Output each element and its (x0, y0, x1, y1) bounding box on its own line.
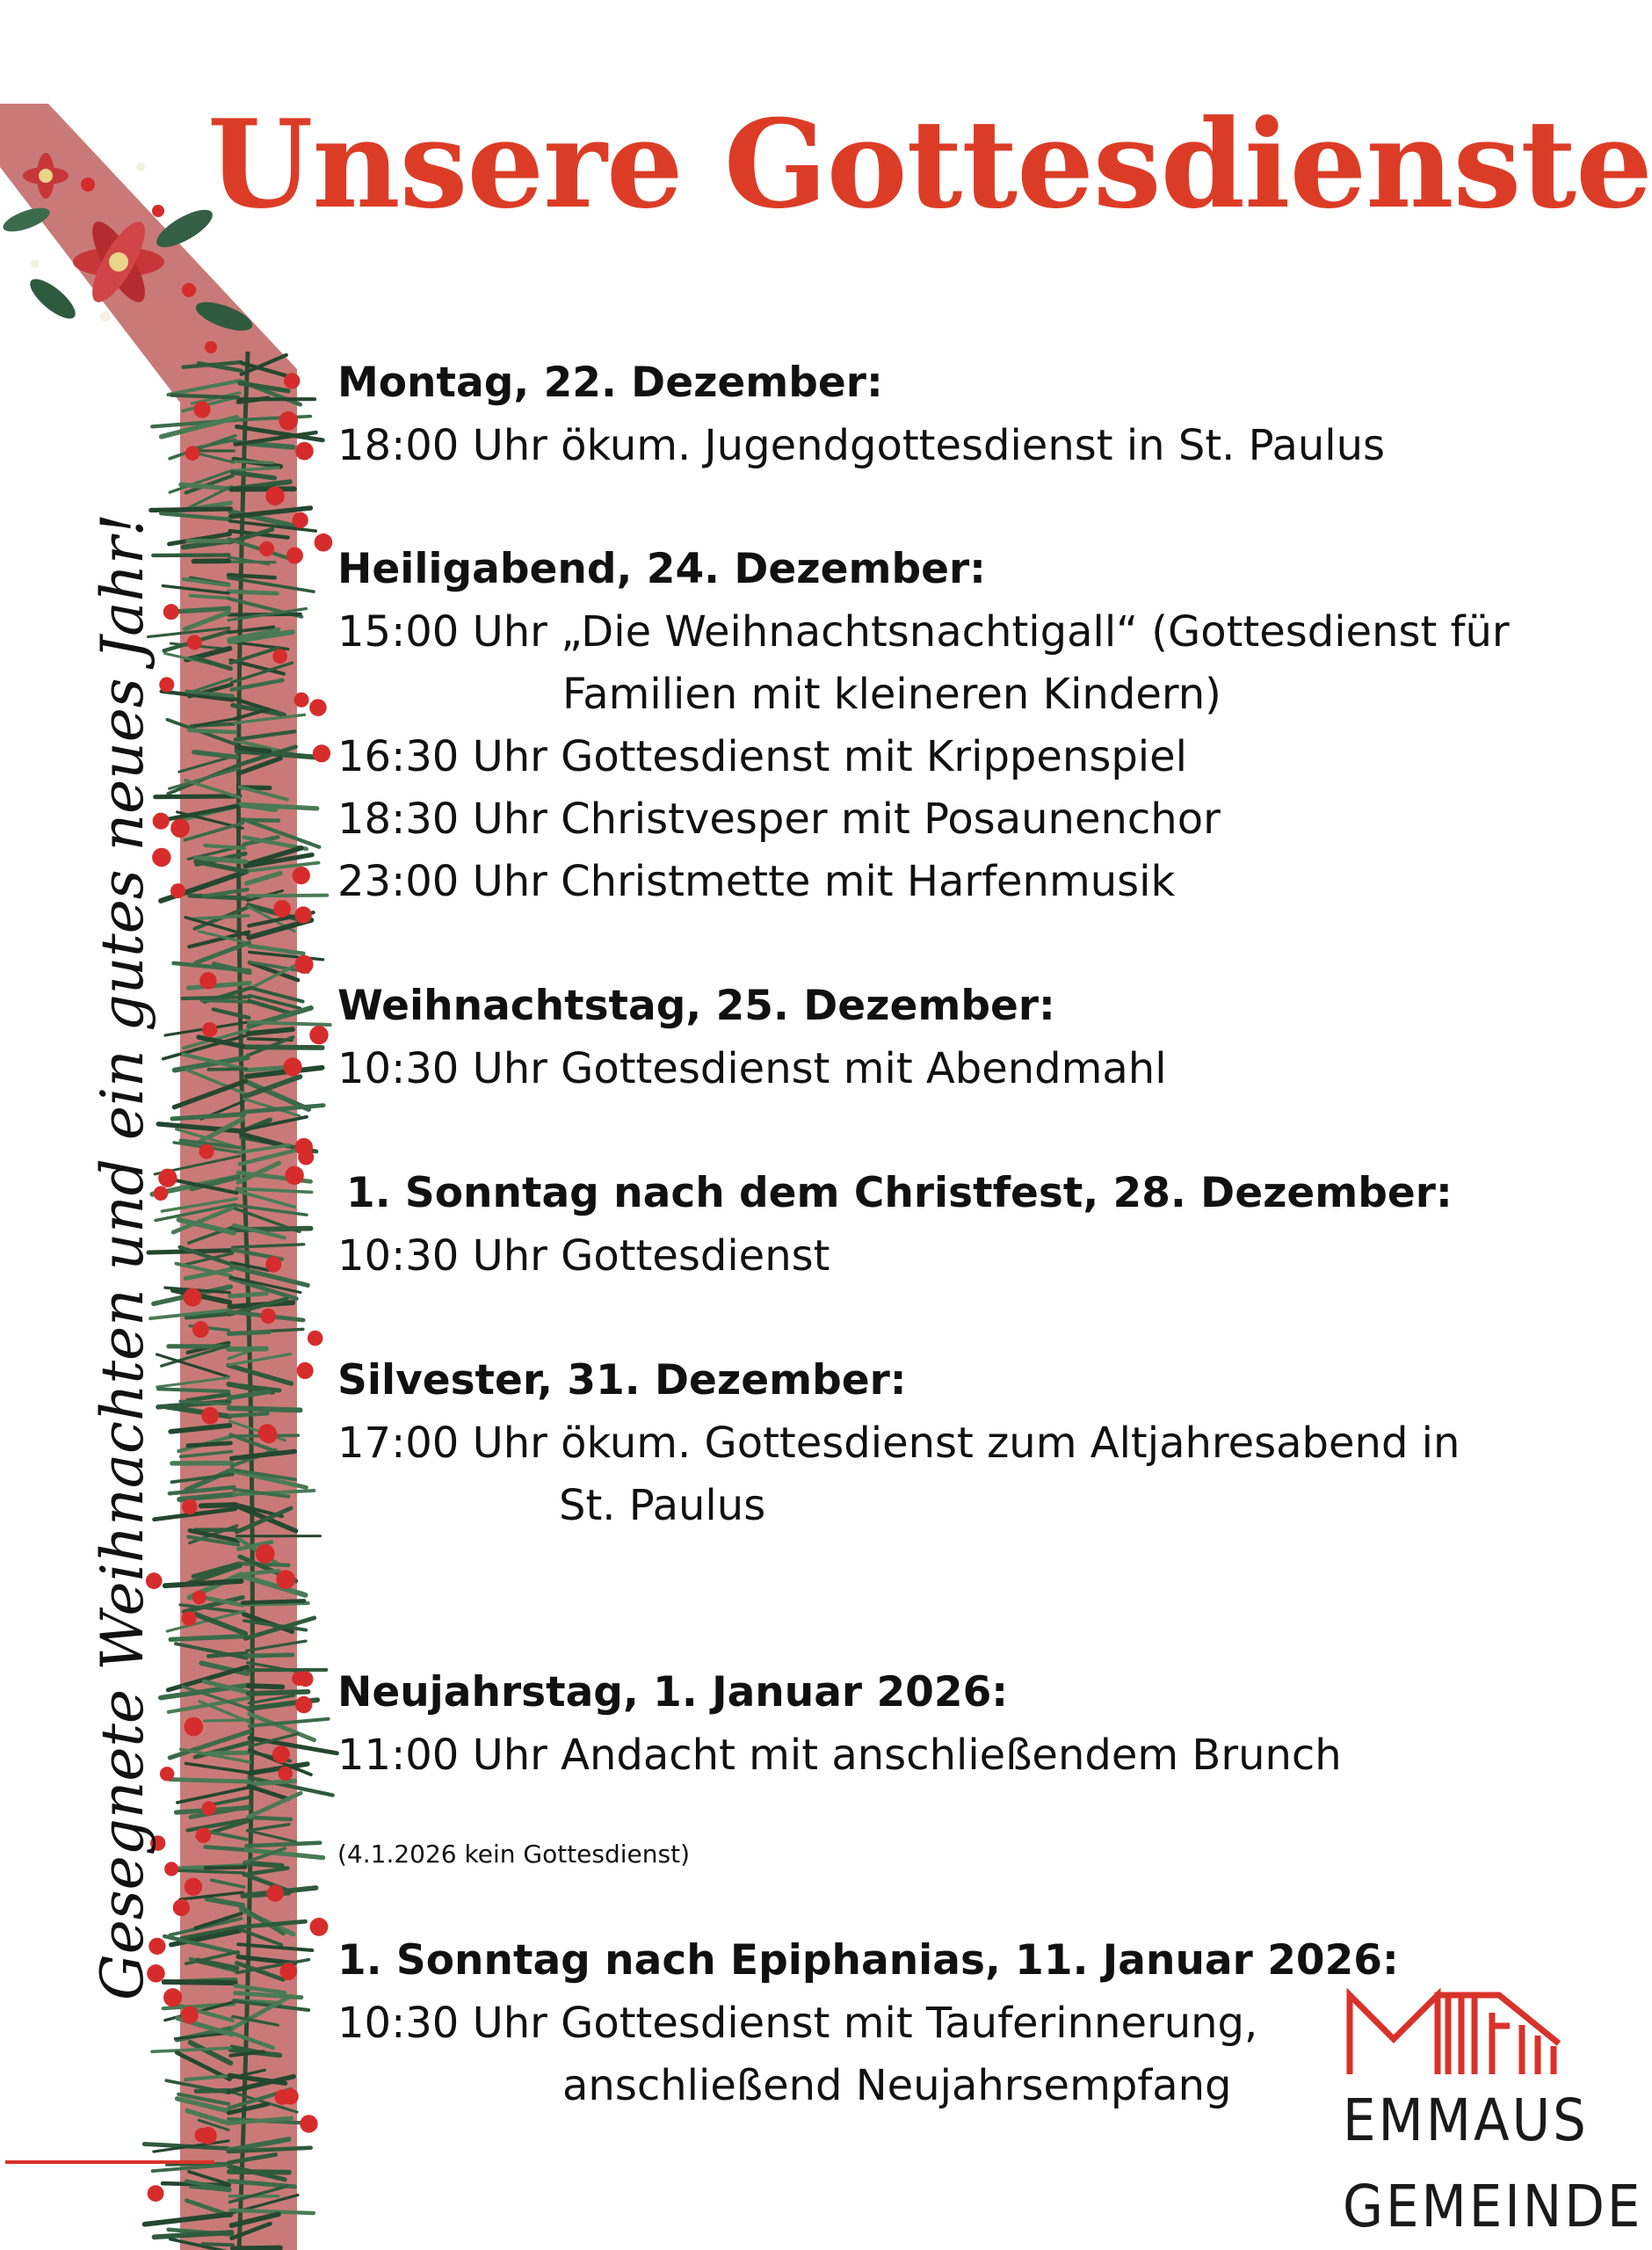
logo-text-gemeinde: GEMEINDE (1343, 2173, 1643, 2240)
holly-berry (293, 693, 308, 708)
pine-needle (201, 1505, 235, 1506)
holly-berry (293, 867, 310, 884)
pine-needle (229, 2172, 289, 2173)
holly-berry (199, 972, 216, 989)
pine-needle (206, 1847, 247, 1849)
service-block-dec25 (337, 975, 1167, 1100)
holly-berry (148, 2185, 164, 2202)
holly-berry (295, 1138, 313, 1156)
holly-berry (313, 744, 330, 762)
holly-berry (300, 2115, 317, 2132)
pine-needle (228, 592, 277, 593)
pine-needle (246, 1067, 286, 1070)
service-heading: Heiligabend, 24. Dezember: (337, 545, 986, 593)
holly-berry (294, 906, 311, 923)
pine-needle (232, 489, 294, 490)
pine-needle (229, 1294, 266, 1296)
pine-needle (228, 1332, 269, 1333)
holly-berry (265, 1256, 281, 1272)
service-block-jan1 (337, 1661, 1342, 1787)
holly-berry (297, 1362, 314, 1379)
holly-berry (192, 1590, 206, 1604)
pine-needle (183, 997, 250, 998)
holly-berry (309, 1026, 328, 1044)
service-note-block (337, 1837, 690, 1872)
holly-berry (202, 1022, 217, 1037)
pine-needle (229, 1408, 301, 1410)
holly-berry (284, 373, 300, 388)
holly-berry (286, 548, 303, 564)
pine-needle (208, 1069, 246, 1070)
holly-berry (266, 1884, 283, 1901)
holly-berry (308, 1331, 323, 1346)
holly-berry (185, 1877, 202, 1895)
page-title: Unsere Gottesdienste (207, 92, 1652, 236)
logo-divider (5, 2160, 214, 2164)
holly-berry (199, 1144, 214, 1159)
holly-berry (184, 1717, 203, 1737)
holly-berry (196, 1827, 212, 1843)
holly-berry (259, 541, 274, 556)
holly-berry (273, 900, 291, 918)
service-heading: Montag, 22. Dezember: (337, 359, 883, 407)
holly-berry (194, 2128, 208, 2142)
pine-needle (228, 575, 275, 577)
pine-needle (233, 2248, 280, 2249)
holly-berry (184, 1288, 202, 1307)
holly-berry (309, 699, 327, 716)
service-line: 17:00 Uhr ökum. Gottesdienst zum Altjahresabend in (337, 1419, 1460, 1468)
pine-needle (206, 1867, 245, 1868)
service-line: 10:30 Uhr Gottesdienst (337, 1231, 830, 1281)
pine-needle (243, 820, 279, 821)
church-roof-icon (1343, 1978, 1562, 2083)
holly-berry (274, 2090, 289, 2105)
holly-berry (278, 1767, 292, 1781)
holly-berry (298, 1671, 314, 1687)
service-note: (4.1.2026 kein Gottesdienst) (337, 1840, 690, 1869)
holly-berry (185, 446, 200, 461)
holly-berry (295, 442, 314, 461)
pine-needle (229, 1413, 267, 1416)
christmas-garland-decoration (0, 0, 351, 2250)
service-line: 15:00 Uhr „Die Weihnachtsnachtigall“ (Gottesdienst für (337, 607, 1510, 657)
pine-needle (249, 1686, 283, 1687)
service-heading: Weihnachtstag, 25. Dezember: (337, 982, 1055, 1030)
service-line: 10:30 Uhr Gottesdienst mit Tauferinnerung, (337, 1999, 1258, 2048)
christmas-greeting: Gesegnete Weihnachten und ein gutes neues Jahr! (89, 512, 156, 2001)
service-line: 18:00 Uhr ökum. Jugendgottesdienst in St. Paulus (337, 421, 1386, 470)
pine-needle (196, 2091, 229, 2092)
service-line: 18:30 Uhr Christvesper mit Posaunenchor (337, 795, 1221, 844)
holly-berry (265, 487, 284, 505)
pine-needle (188, 1443, 230, 1446)
holly-berry (285, 1166, 303, 1185)
holly-berry (202, 1801, 216, 1815)
holly-berry (182, 1499, 198, 1515)
holly-berry (187, 635, 202, 650)
holly-berry (193, 401, 210, 417)
service-line-continued: St. Paulus (559, 1481, 766, 1530)
holly-berry (201, 1407, 219, 1425)
pine-needle (249, 1692, 308, 1694)
pine-needle (189, 730, 235, 732)
holly-berry (310, 1918, 329, 1936)
holly-berry (276, 1570, 295, 1589)
service-line-continued: Familien mit kleineren Kindern) (562, 670, 1221, 719)
service-block-jan11 (337, 1929, 1399, 2117)
pine-needle (245, 1863, 282, 1866)
logo-text-emmaus: EMMAUS (1343, 2087, 1589, 2154)
pine-needle (203, 2244, 233, 2245)
holly-berry (315, 533, 333, 552)
service-block-dec31 (337, 1349, 1460, 1537)
service-block-dec28 (346, 1162, 1453, 1225)
pine-needle (171, 396, 238, 398)
service-block-dec24 (337, 538, 1510, 913)
service-line-continued: anschließend Neujahrsempfang (562, 2061, 1232, 2110)
pine-needle (248, 1047, 322, 1048)
holly-berry (256, 1544, 275, 1564)
service-block-dec28-line (337, 1225, 830, 1288)
service-heading: 1. Sonntag nach dem Christfest, 28. Dezember: (346, 1169, 1453, 1217)
holly-berry (272, 649, 287, 664)
holly-berry (292, 512, 308, 528)
holly-berry (283, 1057, 301, 1076)
holly-berry (279, 411, 298, 431)
holly-berry (294, 955, 313, 974)
holly-berry (261, 1309, 276, 1324)
pine-needle (170, 1780, 249, 1782)
service-line: 11:00 Uhr Andacht mit anschließendem Brunch (337, 1731, 1342, 1780)
pine-needle (248, 1818, 290, 1819)
service-block-dec22 (337, 352, 1385, 477)
service-line: 23:00 Uhr Christmette mit Harfenmusik (337, 857, 1176, 906)
holly-berry (192, 1321, 209, 1338)
pine-needle (190, 896, 248, 898)
holly-berry (295, 1696, 312, 1713)
holly-berry (181, 2006, 199, 2023)
service-heading: Neujahrstag, 1. Januar 2026: (337, 1668, 1009, 1717)
pine-needle (247, 1655, 293, 1656)
holly-berry (261, 1426, 278, 1443)
holly-berry (182, 1611, 197, 1626)
service-line: 16:30 Uhr Gottesdienst mit Krippenspiel (337, 732, 1188, 781)
pine-needle (202, 1000, 250, 1001)
service-line: 10:30 Uhr Gottesdienst mit Abendmahl (337, 1044, 1167, 1093)
service-heading: Silvester, 31. Dezember: (337, 1356, 907, 1404)
pine-needle (234, 461, 272, 463)
service-heading: 1. Sonntag nach Epiphanias, 11. Januar 2026: (337, 1936, 1399, 1985)
pine-needle (243, 1600, 304, 1602)
holly-berry (279, 1963, 297, 1980)
holly-berry (272, 1746, 290, 1763)
